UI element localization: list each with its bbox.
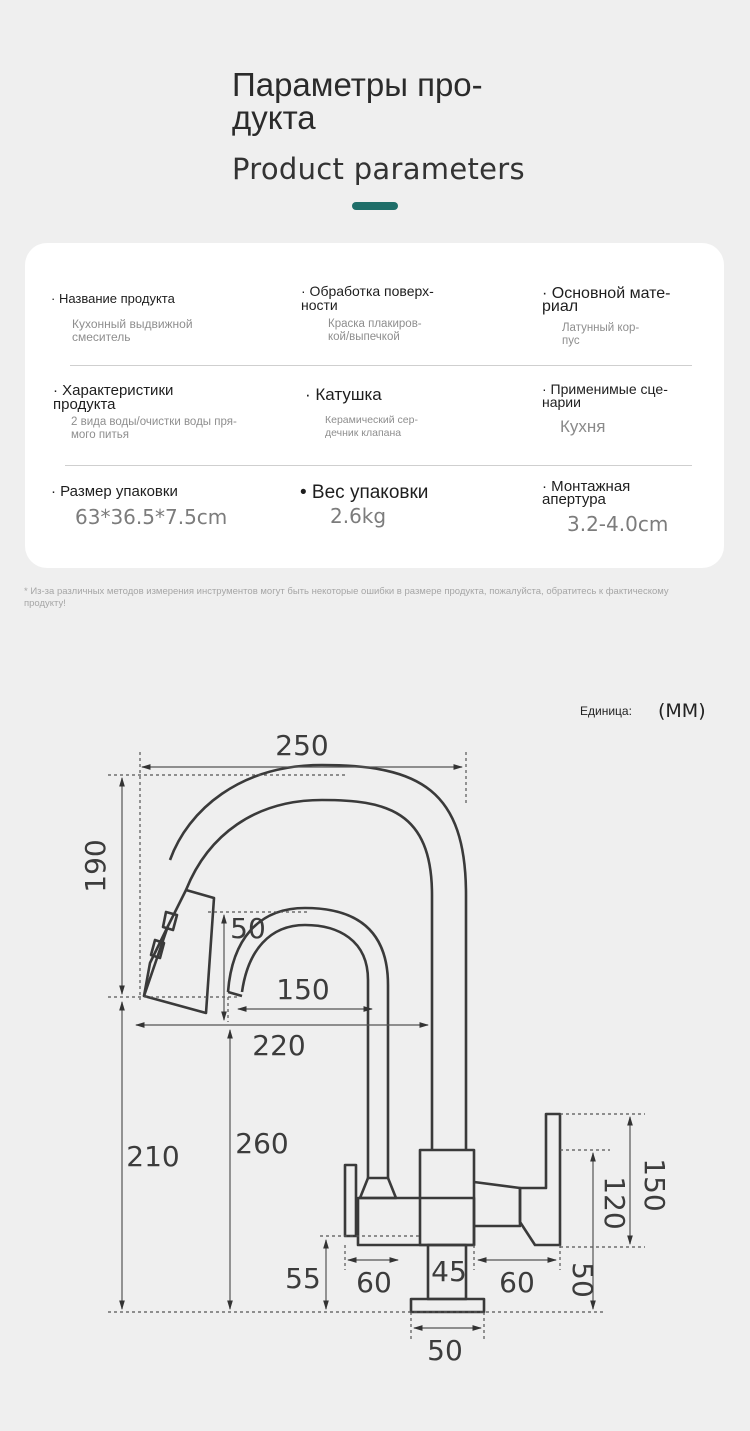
param-label: · Монтажная апертура xyxy=(542,478,631,508)
dim-left-offset: 60 xyxy=(356,1266,392,1299)
unit-label: Единица: xyxy=(580,704,632,718)
right-lever xyxy=(474,1182,520,1226)
right-lever-handle xyxy=(520,1114,560,1245)
dim-right-lever-height: 120 xyxy=(598,1176,631,1230)
param-label: · Основной мате- риал xyxy=(542,285,671,315)
param-label: · Обработка поверх- ности xyxy=(301,283,434,313)
param-label: · Катушка xyxy=(305,385,382,404)
dim-sprayer-height: 50 xyxy=(230,912,266,945)
unit-value: (ММ) xyxy=(658,700,706,722)
page-subtitle: Product parameters xyxy=(232,152,525,186)
param-label: · Размер упаковки xyxy=(51,483,178,500)
main-spout-outer xyxy=(170,765,466,1150)
dim-right-offset: 60 xyxy=(499,1266,535,1299)
measurement-note: * Из-за различных методов измерения инструментов могут быть некоторые ошибки в размере продукта, пожалуйста, обратитесь к фактическому продукту! xyxy=(24,586,669,609)
faucet-flange xyxy=(411,1299,484,1312)
dimension-lines xyxy=(108,752,645,1340)
param-label: · Применимые сце- нарии xyxy=(542,381,668,410)
param-value: Латунный кор- пус xyxy=(562,322,640,347)
dim-base-width: 45 xyxy=(431,1255,467,1288)
param-value: 3.2-4.0cm xyxy=(567,512,669,536)
dim-secondary-reach: 150 xyxy=(276,973,330,1006)
param-value: 63*36.5*7.5cm xyxy=(75,505,228,529)
param-value: Кухня xyxy=(560,417,606,436)
dim-height-main: 210 xyxy=(126,1140,180,1173)
param-value: 2.6kg xyxy=(330,504,387,528)
param-value: 2 вида воды/очистки воды пря- мого питья xyxy=(71,416,237,441)
param-label: • Вес упаковки xyxy=(300,482,429,503)
dim-height-secondary: 260 xyxy=(235,1127,289,1160)
page-title: Параметры про- дукта xyxy=(232,66,483,136)
secondary-valve xyxy=(360,1178,396,1198)
dim-base-height: 50 xyxy=(566,1262,599,1298)
dim-main-reach: 220 xyxy=(252,1029,306,1062)
param-value: Керамический сер- дечник клапана xyxy=(325,414,418,439)
dim-body-height: 150 xyxy=(638,1158,671,1212)
dim-bottom-width: 50 xyxy=(427,1334,463,1367)
left-lever xyxy=(345,1165,356,1236)
dimension-labels xyxy=(79,729,671,1367)
faucet-outline xyxy=(144,765,560,1312)
param-value: Краска плакиров- кой/выпечкой xyxy=(328,318,422,343)
dim-width-total: 250 xyxy=(275,729,329,762)
faucet-body-lower xyxy=(358,1198,474,1245)
dim-height-top: 190 xyxy=(79,839,112,893)
param-value: Кухонный выдвижной смеситель xyxy=(72,317,193,344)
param-label: · Характеристики продукта xyxy=(53,382,174,413)
dim-left-lever-height: 55 xyxy=(285,1262,321,1295)
secondary-spout-tip xyxy=(228,992,242,996)
param-label: · Название продукта xyxy=(51,291,175,306)
